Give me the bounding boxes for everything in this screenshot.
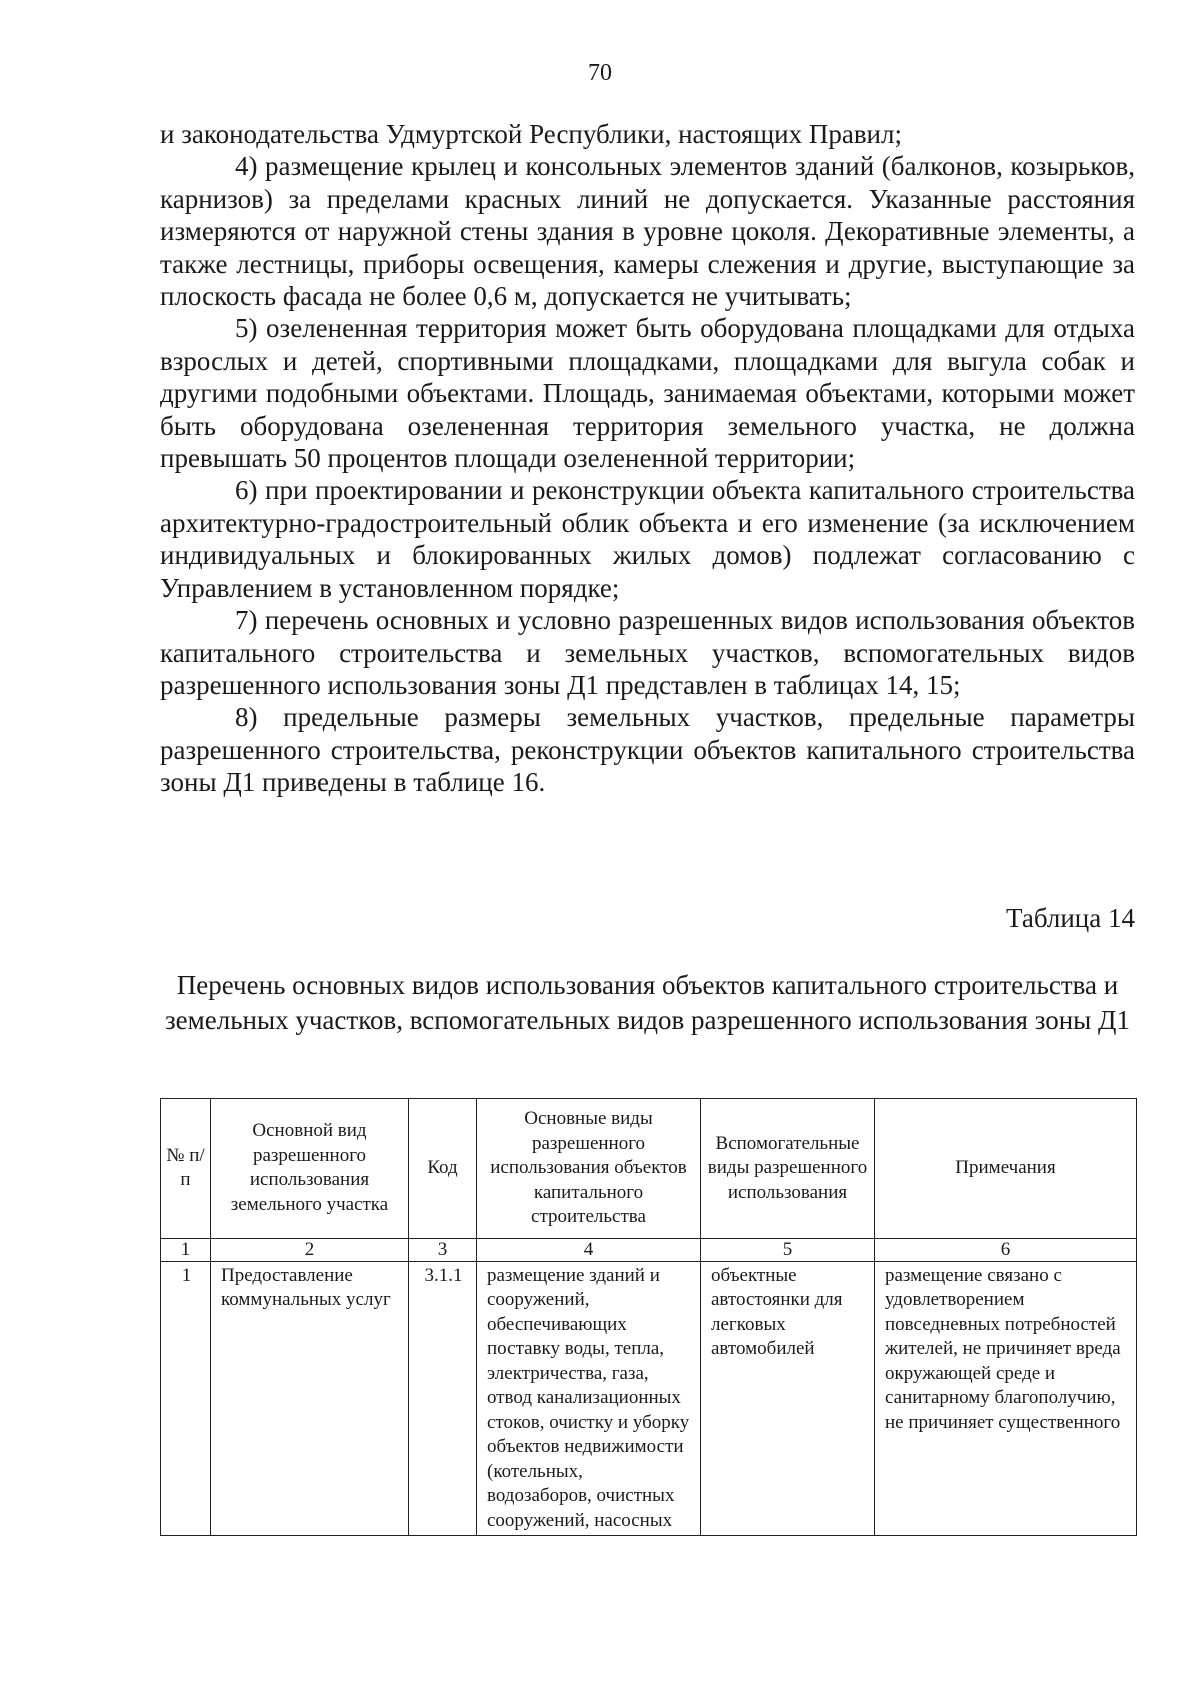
header-aux-uses: Вспомогательные виды разрешенного использования xyxy=(701,1099,875,1239)
column-number-row xyxy=(161,1238,1137,1261)
header-code: Код xyxy=(409,1099,477,1239)
table-row xyxy=(161,1261,1137,1536)
row-number: 1 xyxy=(161,1261,211,1536)
header-main-kind: Основной вид разрешенного использования земельного участка xyxy=(211,1099,409,1239)
row-main-uses: размещение зданий и сооружений, обеспечивающих поставку воды, тепла, электричества, газа, отвод канализационных стоков, очистку и уборку объектов недвижимости (котельных, водозаборов, очистных сооружений, насосных xyxy=(477,1261,701,1536)
column-number: 5 xyxy=(701,1238,875,1261)
header-main-uses: Основные виды разрешенного использования объектов капитального строительства xyxy=(477,1099,701,1239)
column-number: 2 xyxy=(211,1238,409,1261)
table-title: Перечень основных видов использования объектов капитального строительства и земельных участков, вспомогательных видов разрешенного использования зоны Д1 xyxy=(165,970,1130,1035)
paragraph-item-6: 6) при проектировании и реконструкции объекта капитального строительства архитектурно-градостроительный облик объекта и его изменение (за исключением индивидуальных и блокированных жилых домов) подлежат согласованию с Управлением в установленном порядке; xyxy=(160,475,1135,603)
column-number: 3 xyxy=(409,1238,477,1261)
paragraph-item-8: 8) предельные размеры земельных участков, предельные параметры разрешенного строительства, реконструкции объектов капитального строительства зоны Д1 приведены в таблице 16. xyxy=(160,702,1135,798)
body-text xyxy=(160,118,1135,799)
paragraph-item-5: 5) озелененная территория может быть оборудована площадками для отдыха взрослых и детей, спортивными площадками, площадками для выгула собак и другими подобными объектами. Площадь, занимаемая объектами, которыми может быть оборудована озелененная территория земельного участка, не должна превышать 50 процентов площади озелененной территории; xyxy=(160,313,1135,474)
land-use-table xyxy=(160,1098,1137,1536)
header-number: № п/п xyxy=(161,1099,211,1239)
header-notes: Примечания xyxy=(875,1099,1137,1239)
row-aux-uses: объектные автостоянки для легковых автомобилей xyxy=(701,1261,875,1536)
page-number: 70 xyxy=(588,60,612,86)
table-header-row xyxy=(161,1099,1137,1239)
row-main-kind: Предоставление коммунальных услуг xyxy=(211,1261,409,1536)
paragraph-item-4: 4) размещение крылец и консольных элементов зданий (балконов, козырьков, карнизов) за пределами красных линий не допускается. Указанные расстояния измеряются от наружной стены здания в уровне цоколя. Декоративные элементы, а также лестницы, приборы освещения, камеры слежения и другие, выступающие за плоскость фасада не более 0,6 м, допускается не учитывать; xyxy=(160,151,1135,312)
column-number: 1 xyxy=(161,1238,211,1261)
paragraph-continuation: и законодательства Удмуртской Республики, настоящих Правил; xyxy=(160,119,902,149)
column-number: 4 xyxy=(477,1238,701,1261)
row-code: 3.1.1 xyxy=(409,1261,477,1536)
paragraph-item-7: 7) перечень основных и условно разрешенных видов использования объектов капитального строительства и земельных участков, вспомогательных видов разрешенного использования зоны Д1 представлен в таблицах 14, 15; xyxy=(160,605,1135,700)
row-notes: размещение связано с удовлетворением повседневных потребностей жителей, не причиняет вреда окружающей среде и санитарному благополучию, не причиняет существенного xyxy=(875,1261,1137,1536)
table-label: Таблица 14 xyxy=(1006,903,1135,933)
column-number: 6 xyxy=(875,1238,1137,1261)
